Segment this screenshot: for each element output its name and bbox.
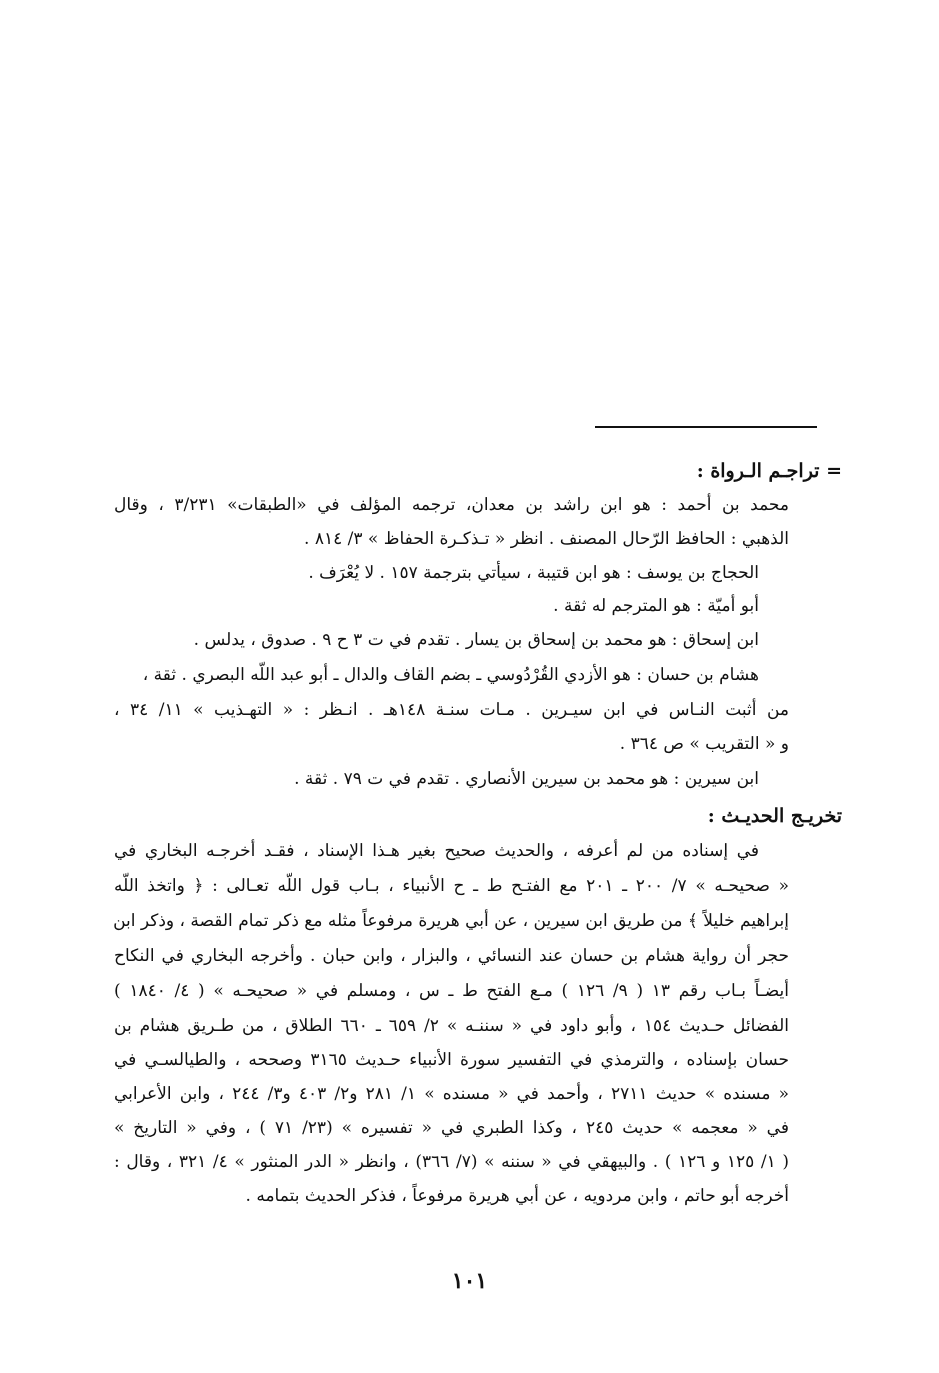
takhrij-line-3: إبراهيم خليلاً ﴾ من طريق ابن سيرين ، عن أبي هريرة مرفوعاً مثله مع ذكر تمام القصة ، وذكر ابن — [113, 911, 789, 931]
narrator-line-4: أبو أميّة : هو المترجم له ثقة . — [553, 596, 759, 616]
narrator-line-1: محمد بن أحمد : هو ابن راشد بن معدان، ترجمه المؤلف في «الطبقات» ٣/٢٣١ ، وقال — [114, 495, 789, 515]
narrator-line-6: هشام بن حسان : هو الأزدي القُرْدُوسي ـ بضم القاف والدال ـ أبو عبد اللّه البصري . ثقة ، — [142, 665, 759, 685]
takhrij-line-7: حسان بإسناده ، والترمذي في التفسير سورة الأنبياء حـديث ٣١٦٥ وصححه ، والطيالسـي في — [114, 1050, 789, 1070]
takhrij-line-2: « صحيحـه » ٧/ ٢٠٠ ـ ٢٠١ مع الفتـح ط ـ ح الأنبياء ، بـاب قول اللّه تعـالى : ﴿ واتخذ اللّه — [114, 876, 789, 896]
footnote-separator-rule — [595, 426, 817, 428]
narrator-line-2: الذهبي : الحافظ الرّحال المصنف . انظر « تـذكـرة الحفاظ » ٣/ ٨١٤ . — [304, 529, 789, 549]
narrator-line-7: من أثبت النـاس في ابن سيـرين . مـات سنـة ١٤٨هـ . انـظر : « التهـذيب » ١١/ ٣٤ ، — [114, 700, 789, 720]
narrator-line-3: الحجاج بن يوسف : هو ابن قتيبة ، سيأتي بترجمة ١٥٧ . لا يُعْرَف . — [308, 563, 759, 583]
takhrij-line-9: في « معجمه » حديث ٢٤٥ ، وكذا الطبري في « تفسيره » (٢٣/ ٧١ ) ، وفي « التاريخ » — [114, 1118, 789, 1138]
takhrij-line-5: أيضـاً بـاب رقم ١٣ ( ٩/ ١٢٦ ) مـع الفتح ط ـ س ، ومسلم في « صحيحـه » ( ٤/ ١٨٤٠ ) — [114, 981, 789, 1001]
narrator-line-9: ابن سيرين : هو محمد بن سيرين الأنصاري . تقدم في ت ٧٩ . ثقة . — [294, 769, 759, 789]
narrators-heading: = تراجـم الـرواة : — [696, 460, 842, 482]
narrator-line-5: ابن إسحاق : هو محمد بن إسحاق بن يسار . تقدم في ت ٣ ح ٩ . صدوق ، يدلس . — [193, 630, 759, 650]
narrator-line-8: و « التقريب » ص ٣٦٤ . — [619, 734, 789, 754]
takhrij-line-1: في إسناده من لم أعرفه ، والحديث صحيح بغير هـذا الإسناد ، فقـد أخرجـه البخاري في — [114, 841, 759, 861]
takhrij-line-11: أخرجه أبو حاتم ، وابن مردويه ، عن أبي هريرة مرفوعاً ، فذكر الحديث بتمامه . — [245, 1186, 789, 1206]
takhrij-line-10: ( ١/ ١٢٥ و ١٢٦ ) . والبيهقي في « سننه » (٧/ ٣٦٦) ، وانظر « الدر المنثور » ٤/ ٣٢١ ، وقال : — [114, 1152, 790, 1172]
page-number: ١٠١ — [451, 1268, 488, 1294]
takhrij-line-4: حجر أن رواية هشام بن حسان عند النسائي ، والبزار ، وابن حبان . وأخرجه البخاري في النكاح — [114, 946, 789, 966]
takhrij-line-6: الفضائل حـديث ١٥٤ ، وأبو داود في « سننـه » ٢/ ٦٥٩ ـ ٦٦٠ الطلاق ، من طـريق هشام بن — [114, 1016, 790, 1036]
takhrij-line-8: « مسنده » حديث ٢٧١١ ، وأحمد في « مسنده » ١/ ٢٨١ و٢/ ٤٠٣ و٣/ ٢٤٤ ، وابن الأعرابي — [114, 1084, 789, 1104]
takhrij-heading: تخريـج الحديـث : — [707, 805, 842, 827]
